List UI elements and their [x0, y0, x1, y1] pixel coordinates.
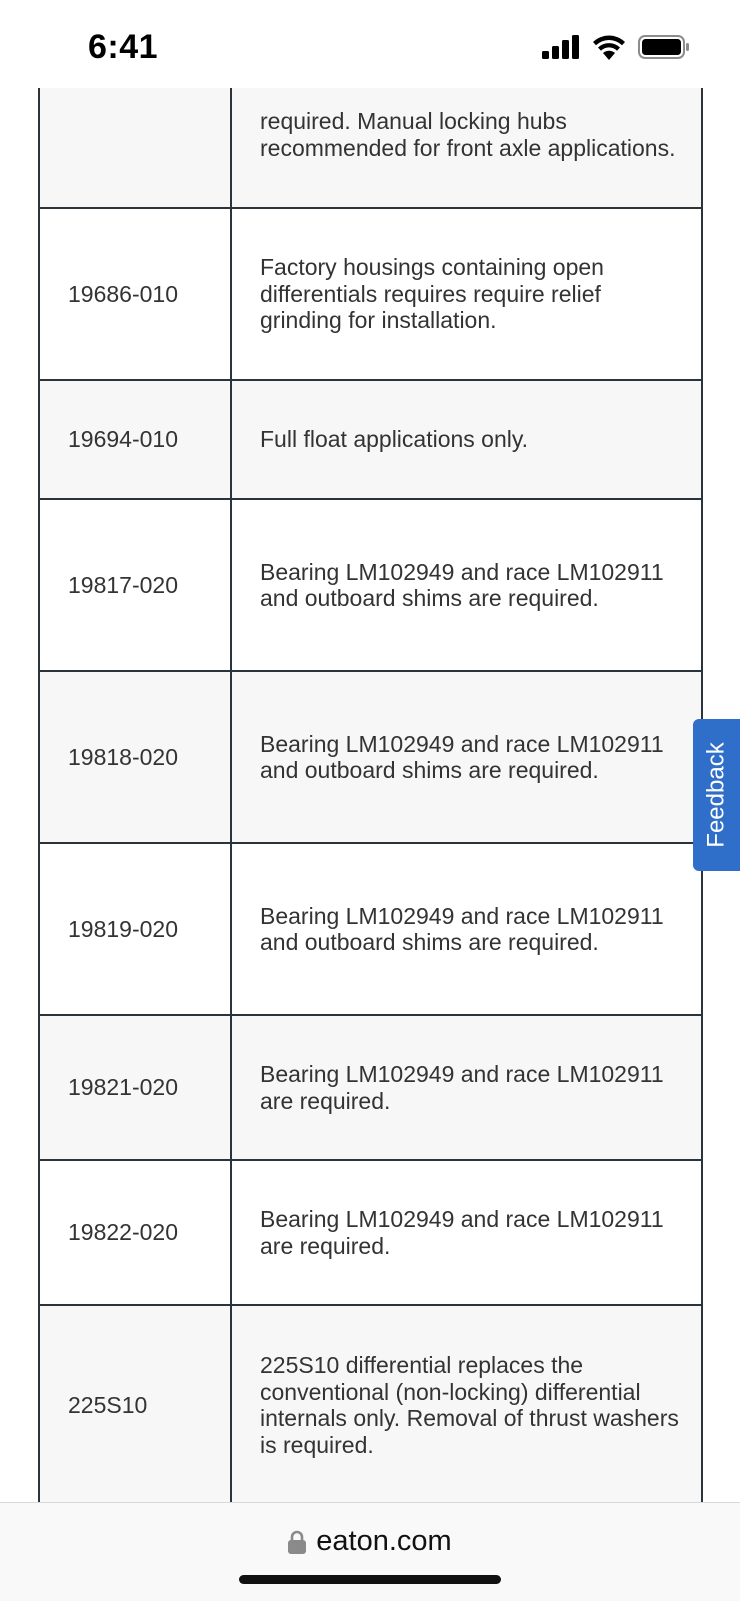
part-number-cell: 225S10 — [39, 1305, 231, 1502]
table-row — [39, 1160, 702, 1305]
status-icons — [542, 34, 690, 60]
table-row — [39, 380, 702, 499]
table-row — [39, 499, 702, 671]
feedback-label: Feedback — [702, 742, 730, 848]
url-display[interactable] — [0, 1525, 740, 1558]
part-number-cell: 19818-020 — [39, 671, 231, 843]
description-cell: Factory housings containing open differentials requires require relief grinding for installation. — [231, 208, 702, 380]
wifi-icon — [592, 34, 626, 60]
battery-icon — [638, 35, 690, 59]
parts-table — [38, 0, 703, 1502]
description-cell: Bearing LM102949 and race LM102911 are required. — [231, 1160, 702, 1305]
table-row — [39, 1305, 702, 1502]
feedback-tab[interactable] — [693, 719, 740, 871]
part-number-cell: 19821-020 — [39, 1015, 231, 1160]
browser-address-bar[interactable] — [0, 1502, 740, 1601]
cellular-signal-icon — [542, 35, 580, 59]
home-indicator — [239, 1575, 501, 1584]
url-text: eaton.com — [316, 1525, 452, 1557]
table-row — [39, 1015, 702, 1160]
part-number-cell: 19819-020 — [39, 843, 231, 1015]
part-number-cell: 19694-010 — [39, 380, 231, 499]
table-row — [39, 671, 702, 843]
description-cell: Bearing LM102949 and race LM102911 are required. — [231, 1015, 702, 1160]
description-cell: 225S10 differential replaces the conventional (non-locking) differential internals only. Removal of thrust washers is required. — [231, 1305, 702, 1502]
part-number-cell: 19822-020 — [39, 1160, 231, 1305]
status-bar — [0, 0, 740, 88]
description-cell: Bearing LM102949 and race LM102911 and outboard shims are required. — [231, 843, 702, 1015]
lock-icon — [288, 1530, 306, 1554]
description-text: required. Manual locking hubs recommended for front axle applications. — [260, 108, 676, 161]
table-row — [39, 208, 702, 380]
description-cell: Full float applications only. — [231, 380, 702, 499]
table-row — [39, 843, 702, 1015]
part-number-cell: 19817-020 — [39, 499, 231, 671]
status-time: 6:41 — [88, 28, 159, 66]
description-cell: Bearing LM102949 and race LM102911 and outboard shims are required. — [231, 671, 702, 843]
part-number-cell: 19686-010 — [39, 208, 231, 380]
description-cell: Bearing LM102949 and race LM102911 and outboard shims are required. — [231, 499, 702, 671]
